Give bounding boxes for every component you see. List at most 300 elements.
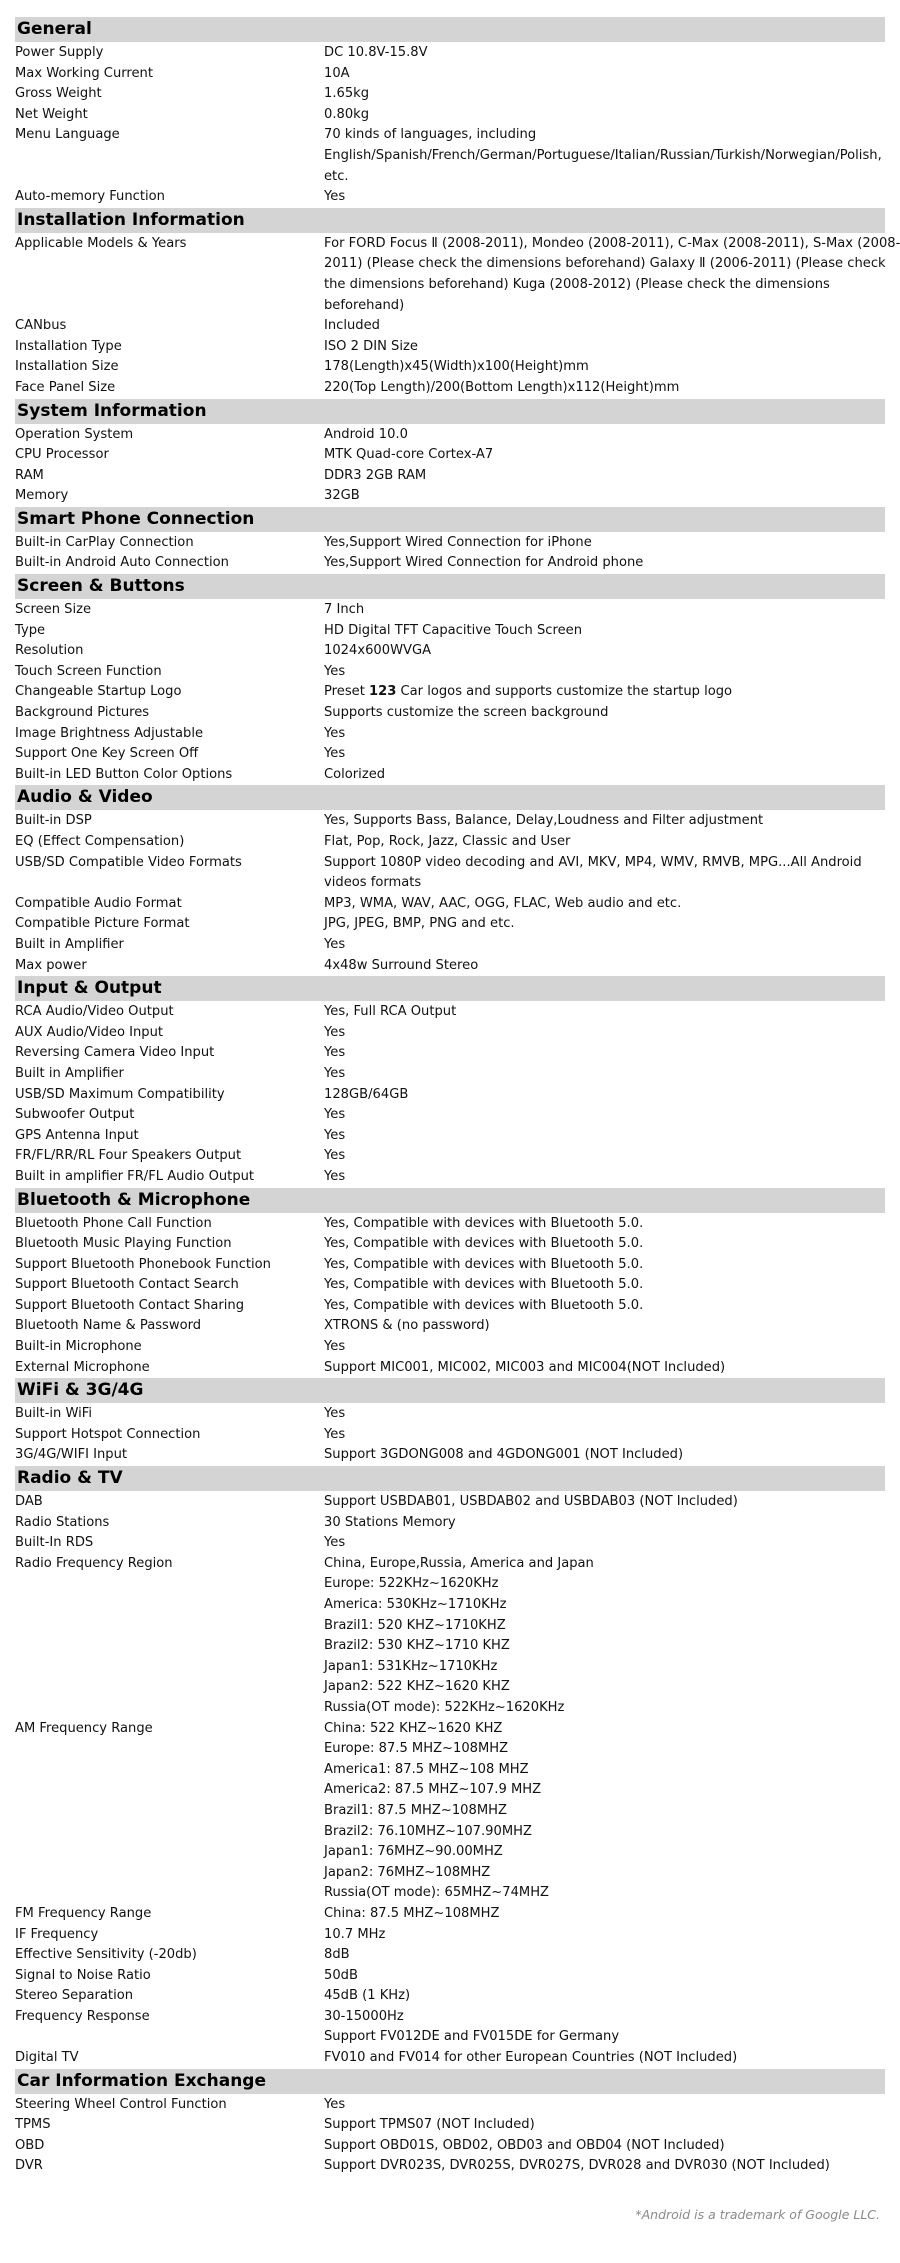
section-car-information-exchange xyxy=(15,2069,885,2177)
spec-label: Compatible Audio Format xyxy=(15,895,182,911)
spec-value xyxy=(324,553,885,574)
spec-label: Compatible Picture Format xyxy=(15,916,190,932)
spec-value xyxy=(324,533,885,554)
spec-label: Built-in WiFi xyxy=(15,1406,93,1422)
spec-label: Built-in Microphone xyxy=(15,1339,142,1355)
spec-value-line: For FORD Focus Ⅱ (2008-2011), Mondeo (2008-2011), C-Max (2008-2011), S-Max (2008- xyxy=(324,235,900,251)
spec-value-line: 10A xyxy=(324,65,350,81)
spec-value xyxy=(324,1986,885,2007)
section-header: Bluetooth & Microphone xyxy=(15,1188,885,1213)
spec-row-tpms xyxy=(15,2115,885,2136)
spec-value xyxy=(324,641,885,662)
spec-value-line: 30-15000Hz xyxy=(324,2008,404,2024)
spec-value-line: English/Spanish/French/German/Portuguese/Italian/Russian/Turkish/Norwegian/Polish, xyxy=(324,147,882,163)
spec-row-gps-antenna-input xyxy=(15,1126,885,1147)
section-input-output xyxy=(15,976,885,1187)
spec-label: External Microphone xyxy=(15,1359,150,1375)
spec-label: Screen Size xyxy=(15,602,92,618)
spec-value xyxy=(324,1255,885,1276)
spec-row-type xyxy=(15,621,885,642)
spec-row-memory xyxy=(15,486,885,507)
spec-value-line: 30 Stations Memory xyxy=(324,1514,456,1530)
spec-value-line: Support FV012DE and FV015DE for Germany xyxy=(324,2029,620,2045)
spec-value-line: Japan1: 76MHZ~90.00MHZ xyxy=(324,1844,503,1860)
spec-row-support-bluetooth-contact-search xyxy=(15,1275,885,1296)
section-bluetooth-microphone xyxy=(15,1188,885,1379)
spec-row-changeable-startup-logo xyxy=(15,682,885,703)
spec-value-line: 32GB xyxy=(324,488,360,504)
spec-row-bluetooth-music-playing-function xyxy=(15,1234,885,1255)
spec-label: Net Weight xyxy=(15,106,88,122)
spec-value xyxy=(324,425,885,446)
spec-value xyxy=(324,1904,885,1925)
spec-label: AM Frequency Range xyxy=(15,1720,153,1736)
spec-row-compatible-picture-format xyxy=(15,914,885,935)
spec-value xyxy=(324,956,885,977)
spec-label: Support Hotspot Connection xyxy=(15,1426,201,1442)
spec-value xyxy=(324,832,885,853)
spec-label: FM Frequency Range xyxy=(15,1905,152,1921)
spec-row-installation-size xyxy=(15,357,885,378)
spec-value xyxy=(324,744,885,765)
spec-value xyxy=(324,703,885,724)
spec-value-line: Yes xyxy=(324,663,346,679)
spec-value-line: 7 Inch xyxy=(324,602,365,618)
spec-value-line: Yes xyxy=(324,746,346,762)
section-installation-information xyxy=(15,208,900,399)
spec-value-line: the dimensions beforehand) Kuga (2008-2012) (Please check the dimensions xyxy=(324,276,830,292)
spec-label: Steering Wheel Control Function xyxy=(15,2096,227,2112)
spec-value xyxy=(324,64,885,85)
spec-value xyxy=(324,2027,885,2048)
spec-value xyxy=(324,724,885,745)
spec-row-digital-tv xyxy=(15,2048,885,2069)
spec-row-fm-frequency-range xyxy=(15,1904,885,1925)
spec-label: Menu Language xyxy=(15,127,120,143)
spec-value-line: Yes xyxy=(324,1168,346,1184)
spec-value-line: Brazil1: 87.5 MHZ~108MHZ xyxy=(324,1802,507,1818)
spec-value-line: America2: 87.5 MHZ~107.9 MHZ xyxy=(324,1782,542,1798)
spec-value xyxy=(324,445,885,466)
spec-label: Installation Type xyxy=(15,338,122,354)
spec-value xyxy=(324,466,885,487)
section-header: Smart Phone Connection xyxy=(15,507,885,532)
section-header: Screen & Buttons xyxy=(15,574,885,599)
spec-label: DVR xyxy=(15,2158,43,2174)
spec-row-rca-audio-video-output xyxy=(15,1002,885,1023)
spec-value-line: Japan2: 522 KHZ~1620 KHZ xyxy=(324,1679,510,1695)
section-header: WiFi & 3G/4G xyxy=(15,1378,885,1403)
spec-value xyxy=(324,811,885,832)
spec-value-line: Yes, Compatible with devices with Bluetooth 5.0. xyxy=(324,1256,644,1272)
spec-label: USB/SD Compatible Video Formats xyxy=(15,854,242,870)
spec-label: Bluetooth Music Playing Function xyxy=(15,1236,232,1252)
spec-row-obd xyxy=(15,2136,885,2157)
spec-label: Digital TV xyxy=(15,2050,79,2066)
spec-row-steering-wheel-control-function xyxy=(15,2095,885,2116)
spec-label: Touch Screen Function xyxy=(15,663,162,679)
spec-label: FR/FL/RR/RL Four Speakers Output xyxy=(15,1148,242,1164)
spec-row-power-supply xyxy=(15,43,885,64)
spec-label: CANbus xyxy=(15,318,67,334)
spec-label: Radio Stations xyxy=(15,1514,110,1530)
spec-value-line: Brazil2: 530 KHZ~1710 KHZ xyxy=(324,1638,510,1654)
spec-value-line: Support USBDAB01, USBDAB02 and USBDAB03 (NOT Included) xyxy=(324,1494,738,1510)
spec-value xyxy=(324,187,885,208)
spec-value-line: 2011) (Please check the dimensions beforehand) Galaxy Ⅱ (2006-2011) (Please check xyxy=(324,256,886,272)
spec-value xyxy=(324,894,885,915)
spec-label: RCA Audio/Video Output xyxy=(15,1004,174,1020)
spec-value xyxy=(324,1023,885,1044)
spec-value-line: 10.7 MHz xyxy=(324,1926,386,1942)
spec-value xyxy=(324,662,885,683)
spec-value-line: beforehand) xyxy=(324,297,405,313)
spec-value-line: Yes xyxy=(324,189,346,205)
spec-label: TPMS xyxy=(15,2117,51,2133)
spec-label: Built in Amplifier xyxy=(15,936,124,952)
spec-value-line: Support MIC001, MIC002, MIC003 and MIC004(NOT Included) xyxy=(324,1359,726,1375)
spec-value-line: Brazil1: 520 KHZ~1710KHZ xyxy=(324,1617,506,1633)
section-header: System Information xyxy=(15,399,885,424)
spec-label: Support Bluetooth Contact Search xyxy=(15,1277,239,1293)
spec-label: Support Bluetooth Phonebook Function xyxy=(15,1256,271,1272)
spec-row-effective-sensitivity-20db xyxy=(15,1945,885,1966)
spec-label: GPS Antenna Input xyxy=(15,1127,139,1143)
spec-label: Support Bluetooth Contact Sharing xyxy=(15,1297,245,1313)
spec-row-background-pictures xyxy=(15,703,885,724)
spec-value-line: Android 10.0 xyxy=(324,426,408,442)
spec-value-line: 4x48w Surround Stereo xyxy=(324,957,479,973)
spec-value xyxy=(324,316,885,337)
spec-label: IF Frequency xyxy=(15,1926,99,1942)
spec-value xyxy=(324,378,885,399)
spec-value-line: Japan2: 76MHZ~108MHZ xyxy=(324,1864,491,1880)
spec-value xyxy=(324,1105,885,1126)
spec-row-installation-type xyxy=(15,337,885,358)
spec-value-line: Yes xyxy=(324,936,346,952)
spec-value-line: 8dB xyxy=(324,1947,350,1963)
spec-row-bluetooth-name-password xyxy=(15,1316,885,1337)
spec-value-line: 0.80kg xyxy=(324,106,370,122)
spec-value-line: 70 kinds of languages, including xyxy=(324,127,537,143)
spec-label: Auto-memory Function xyxy=(15,189,165,205)
spec-value-line: MTK Quad-core Cortex-A7 xyxy=(324,447,494,463)
spec-label: Stereo Separation xyxy=(15,1988,134,2004)
spec-value-line: Yes xyxy=(324,1426,346,1442)
spec-value-line: 1.65kg xyxy=(324,86,370,102)
spec-row-am-frequency-range xyxy=(15,1719,885,1904)
spec-value-line: Yes xyxy=(324,1406,346,1422)
spec-row-built-in-led-button-color-options xyxy=(15,765,885,786)
spec-row-max-power xyxy=(15,956,885,977)
spec-label: Frequency Response xyxy=(15,2008,150,2024)
spec-value-line: America1: 87.5 MHZ~108 MHZ xyxy=(324,1761,529,1777)
spec-value xyxy=(324,1533,885,1554)
section-header: General xyxy=(15,17,885,42)
spec-row-subwoofer-output xyxy=(15,1105,885,1126)
spec-value-line: Yes, Compatible with devices with Bluetooth 5.0. xyxy=(324,1215,644,1231)
spec-value-line: Yes xyxy=(324,1148,346,1164)
spec-value xyxy=(324,621,885,642)
section-wifi-3g-4g xyxy=(15,1378,885,1466)
spec-label: CPU Processor xyxy=(15,447,109,463)
spec-value xyxy=(324,765,885,786)
spec-value xyxy=(324,1126,885,1147)
spec-value-line: Yes xyxy=(324,1535,346,1551)
spec-label: OBD xyxy=(15,2137,45,2153)
spec-value-line: ISO 2 DIN Size xyxy=(324,338,418,354)
spec-value-line: HD Digital TFT Capacitive Touch Screen xyxy=(324,622,583,638)
spec-value-line: DDR3 2GB RAM xyxy=(324,467,427,483)
section-header: Installation Information xyxy=(15,208,885,233)
spec-row-max-working-current xyxy=(15,64,885,85)
spec-row-support-one-key-screen-off xyxy=(15,744,885,765)
spec-value xyxy=(324,337,885,358)
spec-label: Background Pictures xyxy=(15,705,150,721)
spec-row-if-frequency xyxy=(15,1925,885,1946)
spec-value-line: 128GB/64GB xyxy=(324,1086,409,1102)
spec-label: Max Working Current xyxy=(15,65,153,81)
spec-value-line: Yes xyxy=(324,1339,346,1355)
spec-row-resolution xyxy=(15,641,885,662)
spec-row-built-in-dsp xyxy=(15,811,885,832)
spec-label: AUX Audio/Video Input xyxy=(15,1024,164,1040)
spec-row-external-microphone xyxy=(15,1358,885,1379)
spec-row-screen-size xyxy=(15,600,885,621)
spec-value-line: Yes,Support Wired Connection for Android phone xyxy=(324,555,644,571)
spec-value-line: Europe: 87.5 MHZ~108MHZ xyxy=(324,1741,509,1757)
spec-value-line: Yes, Compatible with devices with Bluetooth 5.0. xyxy=(324,1236,644,1252)
spec-row-dab xyxy=(15,1492,885,1513)
spec-label: Operation System xyxy=(15,426,134,442)
spec-value xyxy=(324,1214,885,1235)
spec-row-built-in-amplifier xyxy=(15,935,885,956)
spec-label: Effective Sensitivity (-20db) xyxy=(15,1947,197,1963)
spec-value-line: 45dB (1 KHz) xyxy=(324,1988,411,2004)
spec-row-radio-stations xyxy=(15,1513,885,1534)
spec-value xyxy=(324,125,885,187)
spec-value-line: Yes, Full RCA Output xyxy=(324,1004,457,1020)
spec-value xyxy=(324,935,885,956)
spec-label: Power Supply xyxy=(15,45,104,60)
spec-value xyxy=(324,1513,885,1534)
spec-row-canbus xyxy=(15,316,885,337)
spec-value xyxy=(324,43,885,64)
spec-row-radio-frequency-region xyxy=(15,1554,885,1719)
spec-label: Memory xyxy=(15,488,69,504)
spec-value xyxy=(324,2007,885,2028)
spec-row-fr-fl-rr-rl-four-speakers-output xyxy=(15,1146,885,1167)
spec-value-line: Yes, Supports Bass, Balance, Delay,Loudness and Filter adjustment xyxy=(324,813,764,829)
spec-value xyxy=(324,1492,885,1513)
spec-value xyxy=(324,1925,885,1946)
spec-label: Built-In RDS xyxy=(15,1535,94,1551)
spec-row-touch-screen-function xyxy=(15,662,885,683)
spec-label: Changeable Startup Logo xyxy=(15,684,182,700)
spec-label: Bluetooth Phone Call Function xyxy=(15,1215,212,1231)
spec-label: Installation Size xyxy=(15,359,119,375)
spec-value-line: Support 3GDONG008 and 4GDONG001 (NOT Included) xyxy=(324,1447,684,1463)
spec-value-line: America: 530KHz~1710KHz xyxy=(324,1597,507,1612)
spec-value-line: Colorized xyxy=(324,766,386,782)
spec-value xyxy=(324,2156,885,2177)
spec-value xyxy=(324,1554,885,1719)
spec-row-support-bluetooth-contact-sharing xyxy=(15,1296,885,1317)
spec-value-line: 50dB xyxy=(324,1967,358,1983)
spec-row-image-brightness-adjustable xyxy=(15,724,885,745)
spec-value-line: JPG, JPEG, BMP, PNG and etc. xyxy=(324,916,515,932)
spec-value-line: Support OBD01S, OBD02, OBD03 and OBD04 (NOT Included) xyxy=(324,2137,725,2153)
spec-value xyxy=(324,1296,885,1317)
spec-value xyxy=(324,1404,885,1425)
spec-value xyxy=(324,853,885,894)
spec-label: Built-in DSP xyxy=(15,813,92,829)
spec-value-line: China, Europe,Russia, America and Japan xyxy=(324,1555,594,1571)
spec-label: Radio Frequency Region xyxy=(15,1555,173,1571)
spec-value-text: Preset xyxy=(324,684,369,700)
spec-value xyxy=(324,1719,885,1904)
spec-value xyxy=(324,1358,885,1379)
spec-value-line: Yes xyxy=(324,2096,346,2112)
spec-value-line: MP3, WMA, WAV, AAC, OGG, FLAC, Web audio and etc. xyxy=(324,895,682,911)
spec-row-gross-weight xyxy=(15,84,885,105)
spec-label: Built-in LED Button Color Options xyxy=(15,766,233,782)
spec-value xyxy=(324,84,885,105)
spec-label xyxy=(15,2027,324,2048)
spec-value xyxy=(324,1167,885,1188)
spec-value-line: Brazil2: 76.10MHZ~107.90MHZ xyxy=(324,1823,532,1839)
spec-row-3g-4g-wifi-input xyxy=(15,1445,885,1466)
spec-value-line: Yes xyxy=(324,1024,346,1040)
spec-value xyxy=(324,1043,885,1064)
spec-label: RAM xyxy=(15,467,44,483)
spec-label: Built in Amplifier xyxy=(15,1065,124,1081)
spec-value xyxy=(324,2115,885,2136)
spec-value-line: videos formats xyxy=(324,875,422,891)
spec-value xyxy=(324,357,885,378)
spec-label: Gross Weight xyxy=(15,86,102,102)
spec-value-line: Yes,Support Wired Connection for iPhone xyxy=(324,534,592,550)
spec-value xyxy=(324,2136,885,2157)
spec-label: Subwoofer Output xyxy=(15,1107,135,1123)
spec-value-line: 220(Top Length)/200(Bottom Length)x112(Height)mm xyxy=(324,379,680,395)
spec-value xyxy=(324,486,885,507)
spec-label: Bluetooth Name & Password xyxy=(15,1318,202,1334)
spec-value-line: Russia(OT mode): 522KHz~1620KHz xyxy=(324,1699,565,1715)
spec-label: Signal to Noise Ratio xyxy=(15,1967,151,1983)
spec-label: 3G/4G/WIFI Input xyxy=(15,1447,128,1463)
spec-value-line: Russia(OT mode): 65MHZ~74MHZ xyxy=(324,1885,550,1901)
spec-label: USB/SD Maximum Compatibility xyxy=(15,1086,225,1102)
spec-value-line: Included xyxy=(324,318,380,334)
spec-value-line: Yes xyxy=(324,1127,346,1143)
spec-label: Face Panel Size xyxy=(15,379,116,395)
spec-row-built-in-amplifier xyxy=(15,1064,885,1085)
spec-label: Image Brightness Adjustable xyxy=(15,725,204,741)
spec-row-usb-sd-compatible-video-formats xyxy=(15,853,885,894)
spec-label: Reversing Camera Video Input xyxy=(15,1045,215,1061)
spec-row-net-weight xyxy=(15,105,885,126)
spec-label: Built-in Android Auto Connection xyxy=(15,555,229,571)
spec-value-line: Japan1: 531KHz~1710KHz xyxy=(324,1658,498,1674)
spec-row-support-hotspot-connection xyxy=(15,1425,885,1446)
spec-value-line: XTRONS & (no password) xyxy=(324,1318,490,1334)
spec-value xyxy=(324,1445,885,1466)
spec-value-line: Yes, Compatible with devices with Bluetooth 5.0. xyxy=(324,1277,644,1293)
spec-value-line: Europe: 522KHz~1620KHz xyxy=(324,1576,499,1592)
spec-label: Support One Key Screen Off xyxy=(15,746,199,762)
spec-value xyxy=(324,1234,885,1255)
spec-value xyxy=(324,2095,885,2116)
spec-value-line: Yes, Compatible with devices with Bluetooth 5.0. xyxy=(324,1297,644,1313)
spec-value-highlight: 123 xyxy=(369,684,397,700)
section-system-information xyxy=(15,399,885,507)
spec-value xyxy=(324,1337,885,1358)
spec-row-bluetooth-phone-call-function xyxy=(15,1214,885,1235)
spec-row-auto-memory-function xyxy=(15,187,885,208)
spec-row-dvr xyxy=(15,2156,885,2177)
spec-value xyxy=(324,1966,885,1987)
spec-value-line: 178(Length)x45(Width)x100(Height)mm xyxy=(324,359,589,375)
section-header: Radio & TV xyxy=(15,1466,885,1491)
spec-label: Type xyxy=(15,622,46,638)
spec-row-blank xyxy=(15,2027,885,2048)
spec-sheet xyxy=(15,17,900,2177)
spec-row-built-in-wifi xyxy=(15,1404,885,1425)
spec-row-applicable-models-years xyxy=(15,234,900,316)
spec-value xyxy=(324,914,885,935)
spec-row-built-in-rds xyxy=(15,1533,885,1554)
spec-value xyxy=(324,1425,885,1446)
spec-value-line: Supports customize the screen background xyxy=(324,705,609,721)
spec-row-built-in-microphone xyxy=(15,1337,885,1358)
spec-value-line: Support 1080P video decoding and AVI, MKV, MP4, WMV, RMVB, MPG...All Android xyxy=(324,854,862,870)
spec-value xyxy=(324,105,885,126)
spec-row-built-in-amplifier-fr-fl-audio-output xyxy=(15,1167,885,1188)
spec-value-line: Support DVR023S, DVR025S, DVR027S, DVR028 and DVR030 (NOT Included) xyxy=(324,2158,830,2174)
spec-label: Built-in CarPlay Connection xyxy=(15,534,194,550)
spec-value-line: FV010 and FV014 for other European Countries (NOT Included) xyxy=(324,2050,738,2066)
spec-value xyxy=(324,1085,885,1106)
spec-row-usb-sd-maximum-compatibility xyxy=(15,1085,885,1106)
spec-label: DAB xyxy=(15,1494,43,1510)
spec-value-line: etc. xyxy=(324,168,349,184)
spec-row-compatible-audio-format xyxy=(15,894,885,915)
section-header: Input & Output xyxy=(15,976,885,1001)
spec-value-line: DC 10.8V-15.8V xyxy=(324,45,428,60)
spec-value-line: China: 87.5 MHZ~108MHZ xyxy=(324,1905,500,1921)
spec-row-aux-audio-video-input xyxy=(15,1023,885,1044)
spec-label: Built in amplifier FR/FL Audio Output xyxy=(15,1168,255,1184)
spec-row-menu-language xyxy=(15,125,885,187)
spec-value-line: Yes xyxy=(324,725,346,741)
spec-label: Resolution xyxy=(15,643,84,659)
spec-label: Applicable Models & Years xyxy=(15,235,187,251)
spec-value-line: Flat, Pop, Rock, Jazz, Classic and User xyxy=(324,834,571,849)
spec-value xyxy=(324,1002,885,1023)
spec-value xyxy=(324,1316,885,1337)
section-header: Audio & Video xyxy=(15,785,885,810)
spec-row-reversing-camera-video-input xyxy=(15,1043,885,1064)
spec-value xyxy=(324,1945,885,1966)
spec-row-face-panel-size xyxy=(15,378,885,399)
section-audio-video xyxy=(15,785,885,976)
spec-value-line: Yes xyxy=(324,1045,346,1061)
section-header: Car Information Exchange xyxy=(15,2069,885,2094)
spec-value-line: Yes xyxy=(324,1065,346,1081)
spec-label: Max power xyxy=(15,957,87,973)
spec-row-operation-system xyxy=(15,425,885,446)
